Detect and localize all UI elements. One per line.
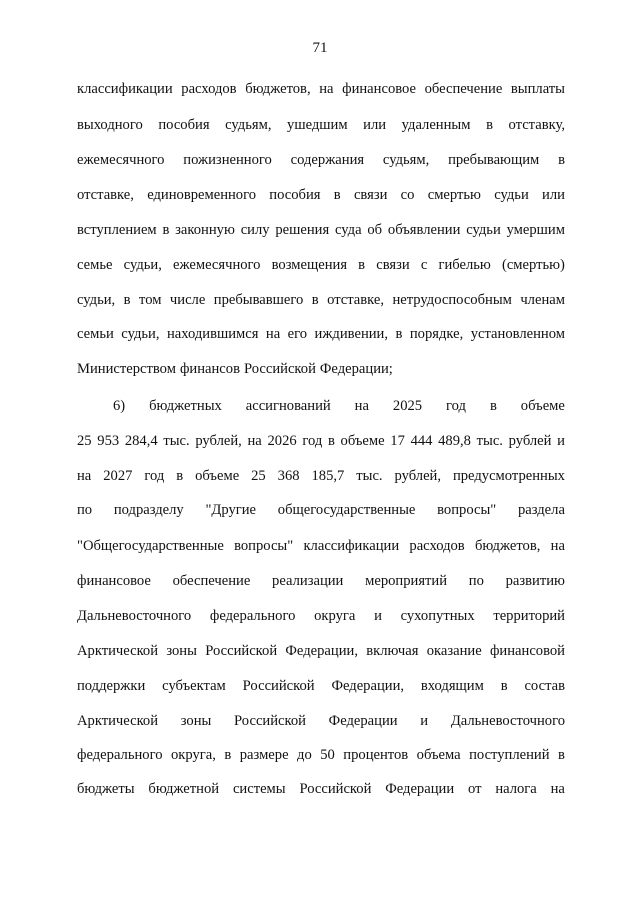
word: Российской xyxy=(234,713,306,729)
word: тыс. xyxy=(476,433,503,449)
word: федерального xyxy=(209,608,296,624)
word: 953 xyxy=(97,433,120,449)
word: об xyxy=(367,222,383,238)
word: умершим xyxy=(506,222,565,238)
word: округа, xyxy=(170,747,216,763)
word: 17 xyxy=(390,433,405,449)
word: до xyxy=(297,747,312,763)
word: 284,4 xyxy=(124,433,158,449)
word: членам xyxy=(520,292,565,308)
text-line xyxy=(77,324,565,344)
word: объема xyxy=(416,747,461,763)
word: пособия xyxy=(269,187,321,203)
word: в xyxy=(162,222,170,238)
word: сухопутных xyxy=(400,608,475,624)
text-line xyxy=(77,779,565,799)
word: в xyxy=(558,747,565,763)
word: Российской xyxy=(242,678,315,694)
word: пожизненного xyxy=(183,152,272,168)
word: рублей xyxy=(508,433,552,449)
word: ежемесячного xyxy=(173,257,261,273)
word: нетрудоспособным xyxy=(392,292,512,308)
word: от xyxy=(467,781,482,797)
word: раздела xyxy=(517,502,565,518)
word: в xyxy=(224,747,232,763)
word: Дальневосточного xyxy=(77,608,192,624)
word: мероприятий xyxy=(365,573,448,589)
word: Министерством xyxy=(77,361,176,377)
word: Федерации; xyxy=(319,361,393,377)
word: финансовое xyxy=(77,573,151,589)
word: пособия xyxy=(158,117,210,133)
word: в xyxy=(327,433,335,449)
word: Российской xyxy=(205,643,278,659)
word: находившимся xyxy=(166,326,259,342)
word: вопросы" xyxy=(234,538,294,554)
word: классификации xyxy=(77,81,173,97)
word: гибелью xyxy=(438,257,491,273)
word: зоны xyxy=(180,713,212,729)
word: объеме xyxy=(340,433,385,449)
word: или xyxy=(363,117,387,133)
text-line xyxy=(113,396,565,416)
word: установленном xyxy=(470,326,565,342)
word: и xyxy=(374,608,382,624)
word: в xyxy=(358,257,366,273)
word: 185,7 xyxy=(311,468,345,484)
word: 368 xyxy=(277,468,300,484)
word: порядке, xyxy=(409,326,464,342)
word: в xyxy=(395,326,403,342)
word: в xyxy=(333,187,341,203)
word: связи xyxy=(376,257,410,273)
word: судьям, xyxy=(225,117,272,133)
word: размере xyxy=(239,747,289,763)
word: федерального xyxy=(77,747,163,763)
word: силу xyxy=(240,222,270,238)
word: оказание xyxy=(426,643,482,659)
word: Российской xyxy=(299,781,372,797)
word: налога xyxy=(495,781,537,797)
word: развитию xyxy=(505,573,565,589)
word: подразделу xyxy=(113,502,184,518)
word: 50 xyxy=(320,747,335,763)
word: территорий xyxy=(493,608,565,624)
word: выходного xyxy=(77,117,143,133)
word: тыс. xyxy=(163,433,190,449)
word: предусмотренных xyxy=(452,468,565,484)
word: обеспечение xyxy=(172,573,251,589)
text-line xyxy=(77,220,565,240)
text-line xyxy=(77,571,565,591)
word: судьи, xyxy=(121,326,160,342)
word: со xyxy=(400,187,415,203)
text-line xyxy=(77,150,565,170)
word: Арктической xyxy=(77,713,159,729)
word: с xyxy=(420,257,428,273)
word: по xyxy=(77,502,93,518)
word: объявлении xyxy=(387,222,461,238)
word: удаленным xyxy=(401,117,471,133)
text-line xyxy=(77,255,565,275)
word: Дальневосточного xyxy=(450,713,565,729)
word: его xyxy=(287,326,308,342)
word: Федерации, xyxy=(285,643,358,659)
word: рублей, xyxy=(394,468,442,484)
word: год xyxy=(446,398,466,414)
text-line xyxy=(77,115,565,135)
word: системы xyxy=(232,781,286,797)
word: связи xyxy=(353,187,388,203)
word: на xyxy=(550,538,565,554)
word: возмещения xyxy=(271,257,348,273)
word: поддержки xyxy=(77,678,146,694)
word: смертью xyxy=(427,187,481,203)
word: 2027 xyxy=(103,468,133,484)
word: "Общегосударственные xyxy=(77,538,224,554)
word: Федерации xyxy=(328,713,398,729)
word: судьи, xyxy=(77,292,116,308)
word: округа xyxy=(314,608,356,624)
text-line xyxy=(77,606,565,626)
word: включая xyxy=(366,643,419,659)
word: финансов xyxy=(179,361,240,377)
word: в xyxy=(500,678,508,694)
text-line xyxy=(77,536,565,556)
word: 489,8 xyxy=(438,433,471,449)
word: поступлений xyxy=(469,747,550,763)
text-line xyxy=(77,185,565,205)
word: 444 xyxy=(410,433,433,449)
word: пребывающим xyxy=(448,152,540,168)
word: в xyxy=(489,398,497,414)
word: на xyxy=(265,326,281,342)
word: единовременного xyxy=(147,187,257,203)
text-line xyxy=(77,290,565,310)
word: числе xyxy=(169,292,206,308)
word: содержания xyxy=(290,152,365,168)
word: расходов xyxy=(409,538,465,554)
word: судьи xyxy=(494,187,529,203)
word: общегосударственные xyxy=(277,502,416,518)
word: Федерации xyxy=(385,781,455,797)
word: ассигнований xyxy=(245,398,331,414)
text-line xyxy=(77,676,565,696)
word: отставку, xyxy=(508,117,565,133)
word: судьям, xyxy=(382,152,430,168)
word: в xyxy=(311,292,319,308)
word: на xyxy=(247,433,262,449)
word: расходов xyxy=(181,81,237,97)
text-line xyxy=(77,711,565,731)
word: вопросы" xyxy=(437,502,497,518)
text-line xyxy=(77,500,565,520)
word: отставке, xyxy=(77,187,134,203)
word: (смертью) xyxy=(501,257,565,273)
word: том xyxy=(139,292,162,308)
word: семьи xyxy=(77,326,114,342)
text-line xyxy=(77,431,565,451)
word: пребывавшего xyxy=(213,292,304,308)
word: зоны xyxy=(166,643,197,659)
word: выплаты xyxy=(510,81,565,97)
word: семье xyxy=(77,257,113,273)
word: судьи, xyxy=(123,257,162,273)
word: 2026 xyxy=(267,433,297,449)
word: бюджетов, xyxy=(245,81,311,97)
text-line xyxy=(77,359,565,379)
word: процентов xyxy=(343,747,409,763)
word: обеспечение xyxy=(424,81,503,97)
word: законную xyxy=(175,222,235,238)
word: 2025 xyxy=(392,398,423,414)
word: в xyxy=(123,292,131,308)
word: в xyxy=(486,117,493,133)
word: на xyxy=(319,81,334,97)
word: объеме xyxy=(195,468,240,484)
word: 6) xyxy=(113,398,126,414)
text-line xyxy=(77,641,565,661)
word: иждивении, xyxy=(314,326,389,342)
word: реализации xyxy=(272,573,344,589)
word: год xyxy=(144,468,165,484)
page-number: 71 xyxy=(312,40,328,56)
word: "Другие xyxy=(205,502,257,518)
word: ежемесячного xyxy=(77,152,165,168)
word: судьи xyxy=(466,222,501,238)
word: Арктической xyxy=(77,643,159,659)
word: рублей, xyxy=(195,433,242,449)
word: 25 xyxy=(251,468,266,484)
word: на xyxy=(77,468,92,484)
word: на xyxy=(550,781,565,797)
word: в xyxy=(558,152,565,168)
word: финансовое xyxy=(342,81,416,97)
word: бюджеты xyxy=(77,781,135,797)
word: субъектам xyxy=(162,678,226,694)
word: Федерации, xyxy=(331,678,405,694)
word: бюджетных xyxy=(149,398,222,414)
word: по xyxy=(468,573,484,589)
word: финансовой xyxy=(489,643,565,659)
word: тыс. xyxy=(356,468,383,484)
word: и xyxy=(557,433,565,449)
word: в xyxy=(176,468,184,484)
word: бюджетной xyxy=(148,781,220,797)
word: бюджетов, xyxy=(474,538,541,554)
word: классификации xyxy=(303,538,400,554)
text-line xyxy=(77,466,565,486)
word: и xyxy=(420,713,429,729)
word: состав xyxy=(524,678,565,694)
word: 25 xyxy=(77,433,92,449)
word: на xyxy=(354,398,369,414)
word: отставке, xyxy=(327,292,385,308)
text-line xyxy=(77,79,565,99)
word: решения xyxy=(275,222,330,238)
word: ушедшим xyxy=(287,117,348,133)
text-line xyxy=(77,745,565,765)
word: вступлением xyxy=(77,222,157,238)
word: объеме xyxy=(520,398,565,414)
word: или xyxy=(542,187,565,203)
word: Российской xyxy=(243,361,316,377)
word: суда xyxy=(334,222,362,238)
word: входящим xyxy=(420,678,484,694)
word: год xyxy=(302,433,323,449)
